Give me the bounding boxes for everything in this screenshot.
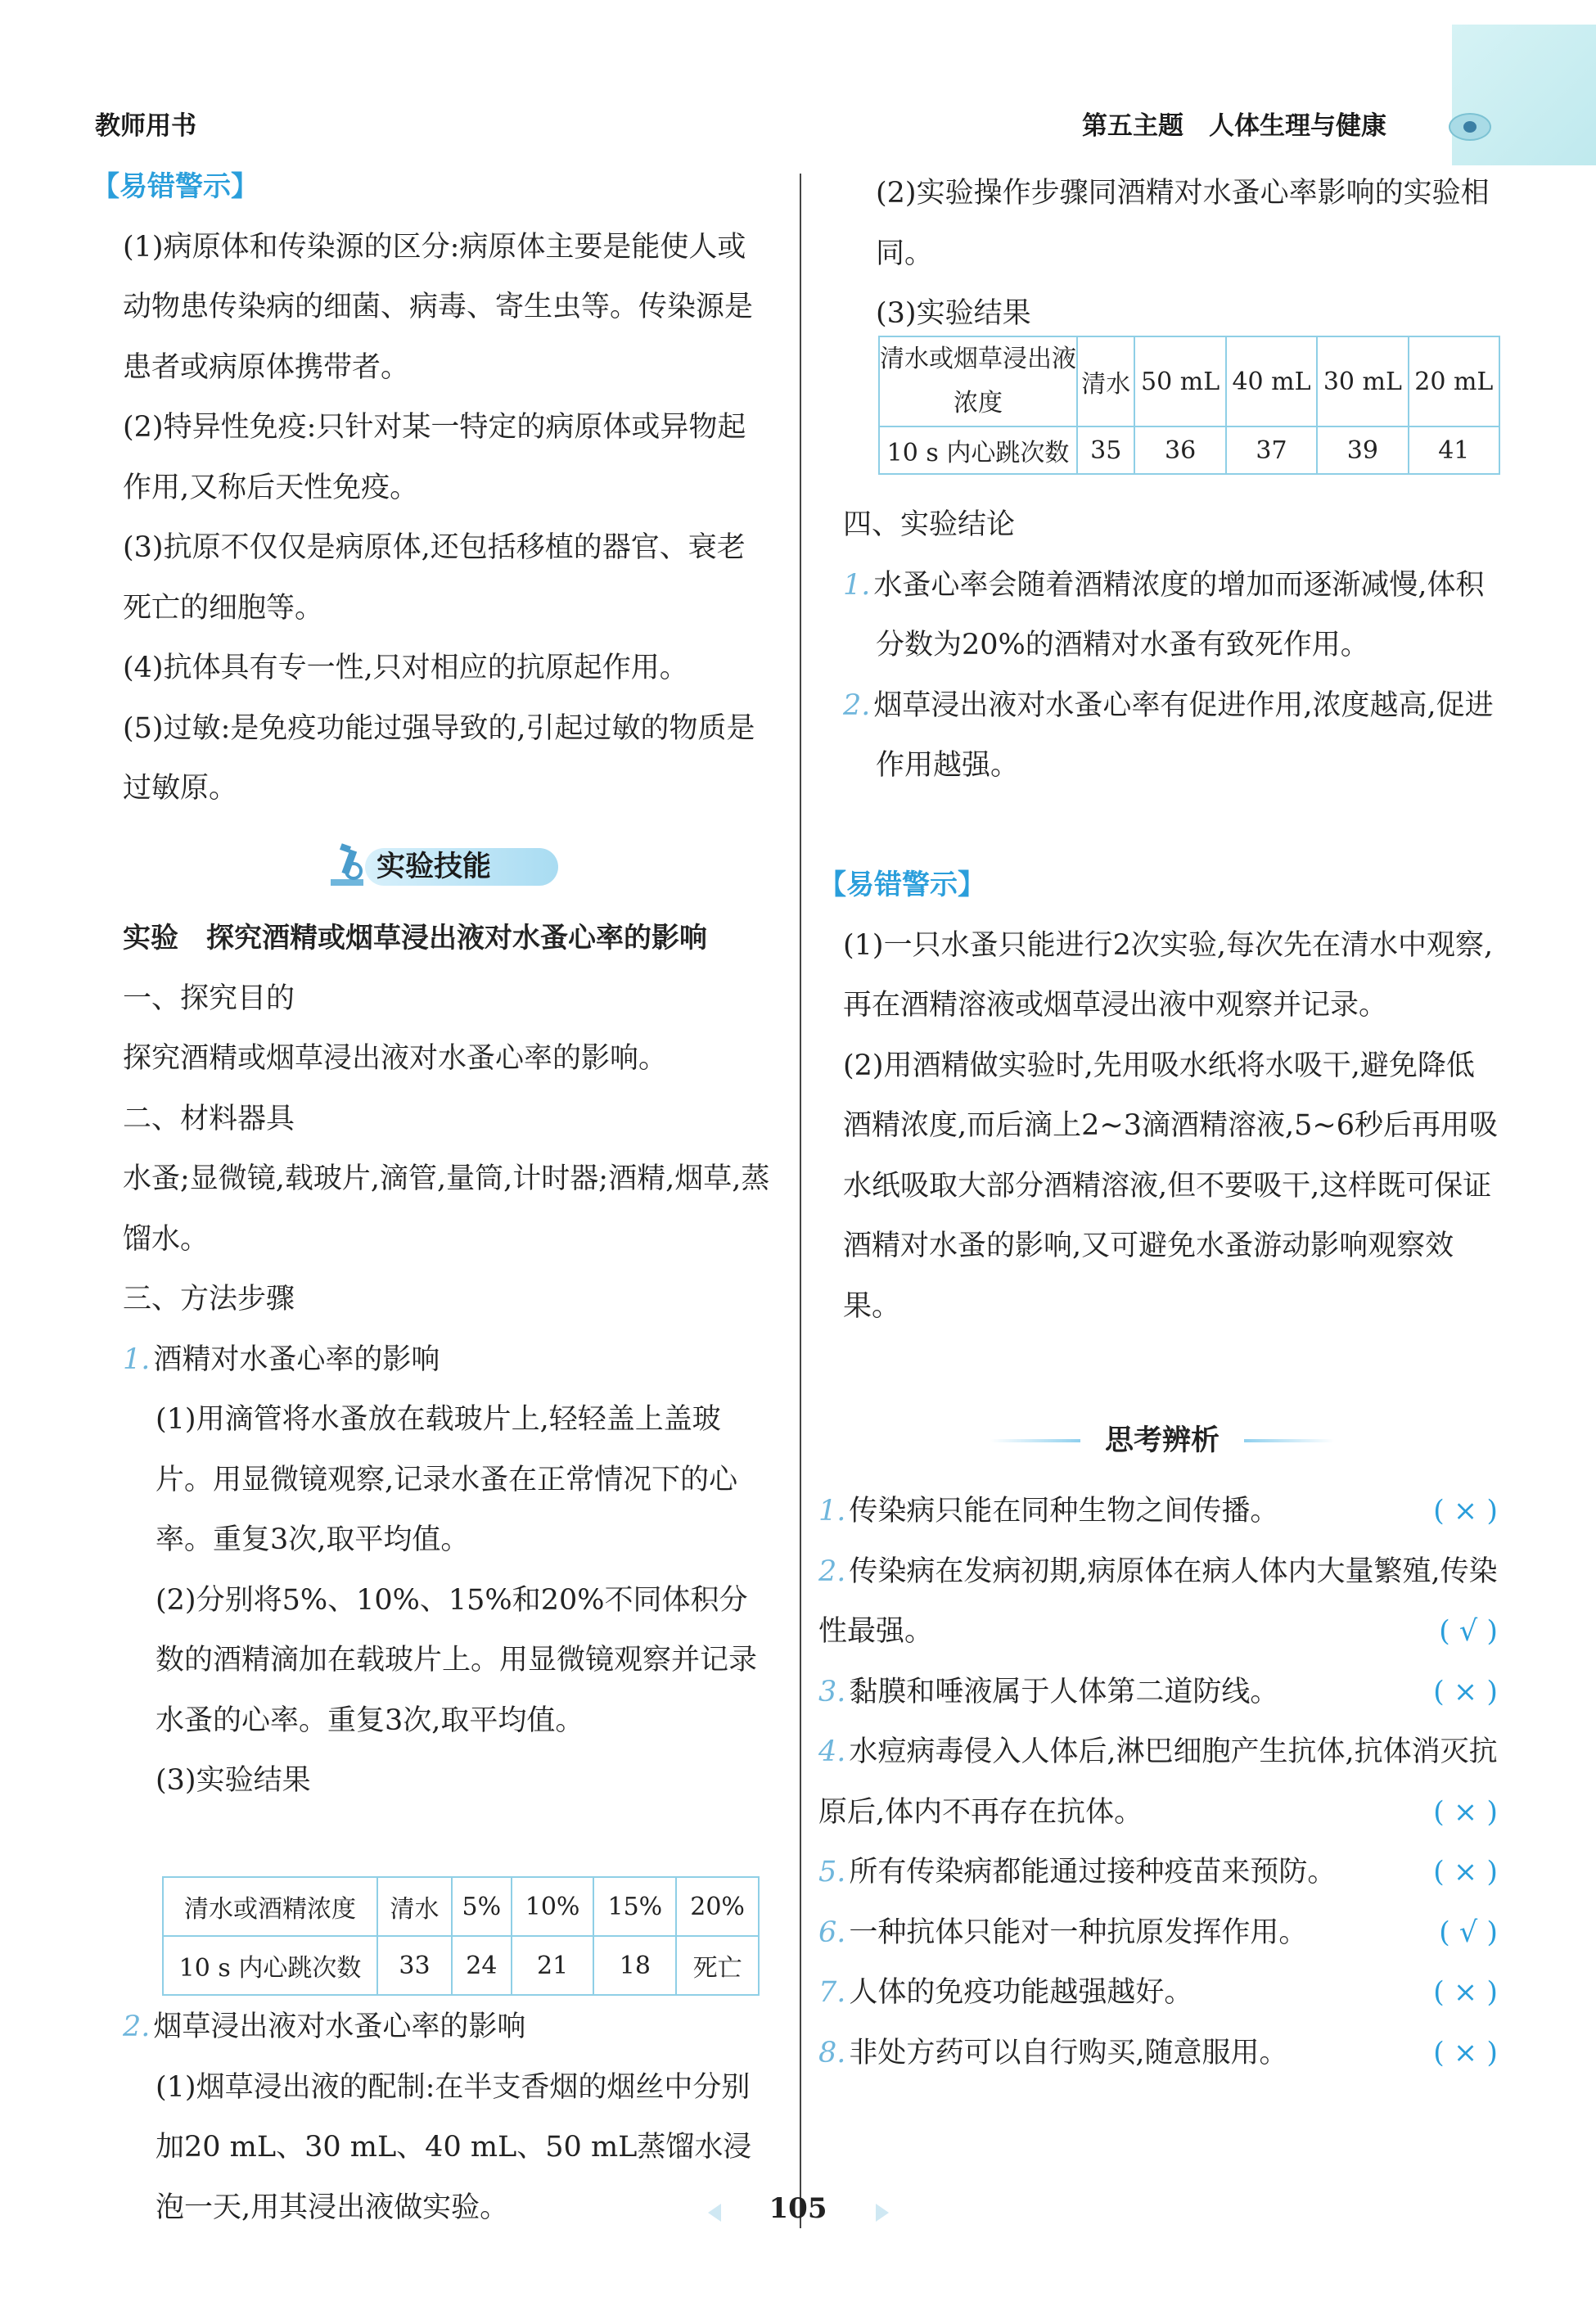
think-title: 思考辨析 [1104,1424,1220,1457]
microscope-icon [326,843,375,889]
column-divider [800,174,801,2228]
step1-sub2: (2)分别将5%、10%、15%和20%不同体积分数的酒精滴加在载玻片上。用显微镜观察并记录水蚤的心率。重复3次,取平均值。 [156,1583,758,1737]
eye-icon [1449,113,1491,141]
think-6-text: 一种抗体只能对一种抗原发挥作用。 [849,1916,1308,1949]
step2-continued [843,164,1498,345]
think-4-answer: ( × ) [1433,1795,1498,1829]
step2-sub3: (3)实验结果 [876,297,1031,330]
think-6-answer: ( √ ) [1439,1916,1498,1949]
step1-number: 1. [123,1343,151,1376]
table-cell: 18 [593,1936,676,1995]
think-8-answer: ( × ) [1433,2036,1498,2069]
step1-title: 酒精对水蚤心率的影响 [153,1343,440,1376]
table-cell: 50 mL [1134,336,1225,426]
think-4-number: 4. [818,1735,846,1768]
think-7-answer: ( × ) [1433,1976,1498,2009]
method-heading: 三、方法步骤 [123,1283,295,1315]
skill-badge-label: 实验技能 [376,851,492,883]
list-item [818,2024,1498,2084]
conclusion-2-text: 烟草浸出液对水蚤心率有促进作用,浓度越高,促进作用越强。 [873,688,1494,782]
think-8-number: 8. [818,2036,846,2069]
experiment-title: 实验 探究酒精或烟草浸出液对水蚤心率的影响 [123,922,707,954]
table-cell: 10% [512,1877,594,1936]
think-section-title [990,1416,1334,1465]
table-cell: 15% [593,1877,676,1936]
think-4-text: 水痘病毒侵入人体后,淋巴细胞产生抗体,抗体消灭抗原后,体内不再存在抗体。 [818,1735,1498,1829]
next-arrow-icon [876,2204,889,2222]
list-item [818,1482,1498,1542]
think-7-text: 人体的免疫功能越强越好。 [849,1976,1193,2009]
table-cell: 37 [1226,426,1317,474]
table-row [879,336,1499,426]
think-5-answer: ( × ) [1433,1856,1498,1889]
table-cell: 36 [1134,426,1225,474]
table-cell: 40 mL [1226,336,1317,426]
table-cell: 24 [452,1936,512,1995]
conclusion-2-number: 2. [843,688,871,722]
conclusion-heading: 四、实验结论 [843,508,1016,541]
materials-text: 水蚤;显微镜,载玻片,滴管,量筒,计时器;酒精,烟草,蒸馏水。 [123,1162,770,1256]
header-book-title: 教师用书 [95,111,196,141]
table-cell: 清水 [377,1877,452,1936]
list-item [818,1722,1498,1843]
step2-sub2: (2)实验操作步骤同酒精对水蚤心率影响的实验相同。 [876,177,1490,270]
table-cell: 35 [1077,426,1134,474]
table-cell: 20 mL [1409,336,1499,426]
table-row [879,426,1499,474]
table-row [163,1877,759,1936]
header-theme-title: 第五主题 人体生理与健康 [1082,111,1386,141]
right-warning-label: 【易错警示】 [818,869,985,901]
left-warning-item-3: (3)抗原不仅仅是病原体,还包括移植的器官、衰老死亡的细胞等。 [123,531,746,625]
left-warning-item-2: (2)特异性免疫:只针对某一特定的病原体或异物起作用,又称后天性免疫。 [123,411,746,504]
think-3-text: 黏膜和唾液属于人体第二道防线。 [849,1675,1279,1708]
table-row [163,1936,759,1995]
table-cell: 清水或烟草浸出液浓度 [879,336,1077,426]
right-warning-item-1: (1)一只水蚤只能进行2次实验,每次先在清水中观察,再在酒精溶液或烟草浸出液中观察并记录。 [843,928,1494,1022]
left-warning-item-4: (4)抗体具有专一性,只对相应的抗原起作用。 [123,652,688,684]
left-warning-section [92,157,773,819]
list-item [818,1542,1498,1663]
right-warning-item-2: (2)用酒精做实验时,先用吸水纸将水吸干,避免降低酒精浓度,而后滴上2~3滴酒精溶液,5~6秒后再用吸水纸吸取大部分酒精溶液,但不要吸干,这样既可保证酒精对水蚤的影响,又可避免水蚤游动影响观察效果。 [843,1049,1498,1323]
think-1-number: 1. [818,1495,846,1528]
table-cell: 10 s 内心跳次数 [879,426,1077,474]
think-1-text: 传染病只能在同种生物之间传播。 [849,1495,1279,1528]
think-1-answer: ( × ) [1433,1495,1498,1528]
table-cell: 10 s 内心跳次数 [163,1936,377,1995]
conclusion-1-text: 水蚤心率会随着酒精浓度的增加而逐渐减慢,体积分数为20%的酒精对水蚤有致死作用。 [873,568,1485,661]
think-3-answer: ( × ) [1433,1675,1498,1708]
think-6-number: 6. [818,1916,846,1949]
table-cell: 33 [377,1936,452,1995]
alcohol-result-table [162,1876,760,1996]
think-3-number: 3. [818,1675,846,1708]
experiment-section [123,909,773,1812]
conclusion-section [843,495,1498,797]
think-7-number: 7. [818,1976,846,2009]
think-2-number: 2. [818,1555,846,1588]
table-cell: 5% [452,1877,512,1936]
purpose-text: 探究酒精或烟草浸出液对水蚤心率的影响。 [123,1042,668,1075]
table-cell: 41 [1409,426,1499,474]
left-warning-item-5: (5)过敏:是免疫功能过强导致的,引起过敏的物质是过敏原。 [123,711,755,805]
step1-sub3: (3)实验结果 [156,1764,311,1797]
list-item [818,1903,1498,1964]
corner-decoration [1452,25,1596,165]
left-warning-item-1: (1)病原体和传染源的区分:病原体主要是能使人或动物患传染病的细菌、病毒、寄生虫等。传染源是患者或病原体携带者。 [123,230,754,384]
think-8-text: 非处方药可以自行购买,随意服用。 [849,2036,1288,2069]
table-cell: 清水 [1077,336,1134,426]
step2-number: 2. [123,2010,151,2043]
skill-badge [326,843,563,889]
left-warning-label: 【易错警示】 [92,170,259,203]
think-2-text: 传染病在发病初期,病原体在病人体内大量繁殖,传染性最强。 [818,1555,1498,1648]
think-5-number: 5. [818,1856,846,1889]
step2-title: 烟草浸出液对水蚤心率的影响 [153,2010,526,2043]
think-list [818,1482,1498,2083]
tobacco-result-table [878,336,1500,475]
list-item [818,1663,1498,1723]
table-cell: 30 mL [1317,336,1408,426]
right-warning-section [818,855,1498,1337]
list-item [818,1843,1498,1903]
page-number: 105 [769,2192,827,2225]
step2-sub1: (1)烟草浸出液的配制:在半支香烟的烟丝中分别加20 mL、30 mL、40 mL、50 mL蒸馏水浸泡一天,用其浸出液做实验。 [156,2070,752,2224]
think-5-text: 所有传染病都能通过接种疫苗来预防。 [849,1856,1337,1889]
table-cell: 清水或酒精浓度 [163,1877,377,1936]
purpose-heading: 一、探究目的 [123,982,295,1015]
think-2-answer: ( √ ) [1439,1615,1498,1648]
list-item [818,1963,1498,2024]
step1-sub1: (1)用滴管将水蚤放在载玻片上,轻轻盖上盖玻片。用显微镜观察,记录水蚤在正常情况下的心率。重复3次,取平均值。 [156,1403,738,1556]
table-cell: 死亡 [676,1936,759,1995]
conclusion-1-number: 1. [843,568,871,602]
materials-heading: 二、材料器具 [123,1102,295,1135]
table-cell: 21 [512,1936,594,1995]
table-cell: 39 [1317,426,1408,474]
table-cell: 20% [676,1877,759,1936]
